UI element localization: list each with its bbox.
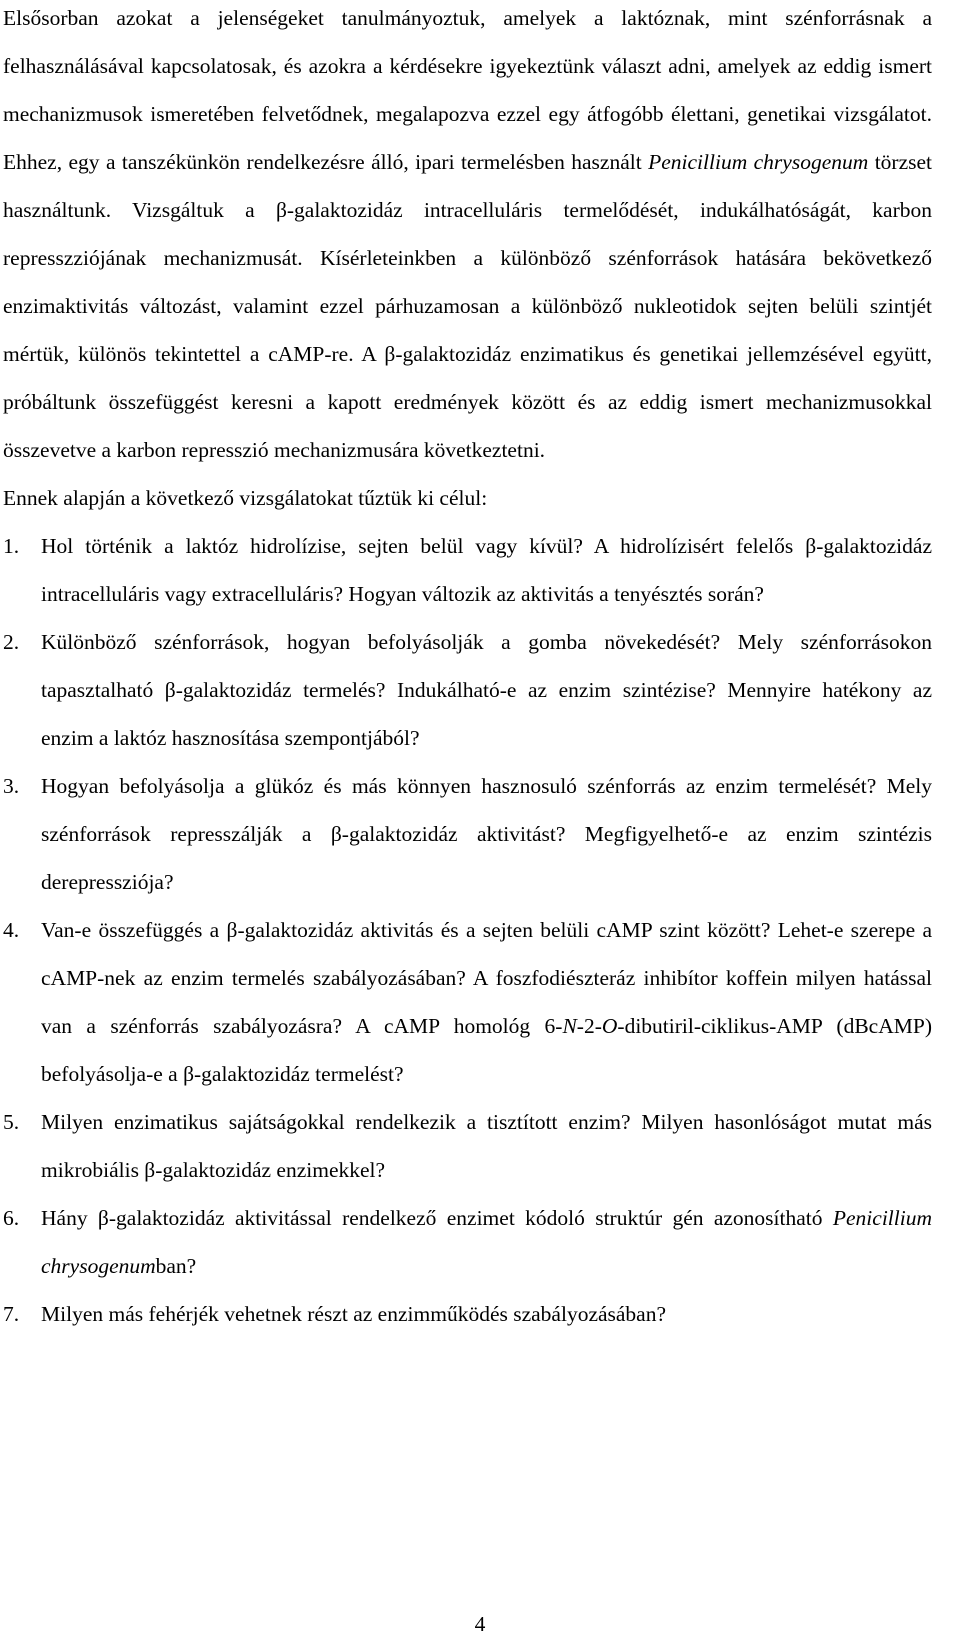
list-item-text: Különböző szénforrások, hogyan befolyásolják a gomba növekedését? Mely szénforrásokon tapasztalható β-galaktozidáz termelés? Indukálható-e az enzim szintézise? Mennyire hatékony az enzim a laktóz hasznosítása szempontjából? (41, 630, 932, 750)
list-item-text: Hogyan befolyásolja a glükóz és más könnyen hasznosuló szénforrás az enzim termelését? Mely szénforrások represszálják a β-galaktozidáz aktivitást? Megfigyelhető-e az enzim szintézis derepressziója? (41, 774, 932, 894)
list-item-text-part: -dibutiril-ciklikus-AMP (dBcAMP) befolyásolja-e a β-galaktozidáz termelést? (41, 1014, 932, 1086)
body-text (3, 0, 932, 1338)
list-item (3, 1098, 932, 1194)
intro-sentence-1: Elsősorban azokat a jelenségeket tanulmányoztuk, amelyek a laktóznak, mint szénforrásnak a felhasználásával kapcsolatosak, és azokra a kérdésekre igyekeztünk választ adni, amelyek az eddig ismert mechanizmusok ismeretében felvetődnek, megalapozva ezzel egy átfogóbb élettani, genetikai vizsgálatot. Ehhez, egy a tanszékünkön rendelkezésre álló, ipari termelésben használt (3, 6, 932, 174)
list-item-number: 5. (3, 1110, 20, 1134)
list-item (3, 1290, 932, 1338)
list-item-number: 4. (3, 918, 20, 942)
list-item-text-part: Van-e összefüggés a β-galaktozidáz aktivitás és a sejten belüli cAMP szint között? Lehet-e szerepe a cAMP-nek az enzim termelés szabályozásában? A foszfodiészteráz inhibítor koffein milyen hatással van a szénforrás szabályozásra? A cAMP homológ 6- (41, 918, 932, 1038)
list-item (3, 522, 932, 618)
list-item (3, 618, 932, 762)
list-item-number: 7. (3, 1302, 20, 1326)
species-name: Penicillium chrysogenum (41, 1206, 932, 1278)
list-item-text (41, 1206, 932, 1278)
list-item (3, 1194, 932, 1290)
list-item-number: 1. (3, 534, 20, 558)
list-item-text-part: ban? (155, 1254, 197, 1278)
intro-paragraph (3, 0, 932, 474)
page-number: 4 (474, 1612, 486, 1636)
list-item-text-part: -2- (576, 1014, 602, 1038)
intro-sentence-2: törzset használtunk. Vizsgáltuk a β-galaktozidáz intracelluláris termelődését, indukálhatóságát, karbon represszziójának mechanizmusát. Kísérleteinkben a különböző szénforrások hatására bekövetkező enzimaktivitás változást, valamint ezzel párhuzamosan a különböző nukleotidok sejten belüli szintjét mértük, különös tekintettel a cAMP-re. A β-galaktozidáz enzimatikus és genetikai jellemzésével együtt, próbáltunk összefüggést keresni a kapott eredmények között és az eddig ismert mechanizmusokkal összevetve a karbon represszió mechanizmusára következtetni. (3, 150, 933, 462)
list-item (3, 906, 932, 1098)
italic-n: N (562, 1014, 577, 1038)
list-item-text (41, 918, 932, 1086)
list-item-text: Milyen enzimatikus sajátságokkal rendelkezik a tisztított enzim? Milyen hasonlóságot mutat más mikrobiális β-galaktozidáz enzimekkel? (41, 1110, 932, 1182)
species-name: Penicillium chrysogenum (648, 150, 869, 174)
list-item (3, 762, 932, 906)
list-item-text: Milyen más fehérjék vehetnek részt az enzimműködés szabályozásában? (41, 1302, 667, 1326)
list-item-number: 6. (3, 1206, 20, 1230)
list-item-text: Hol történik a laktóz hidrolízise, sejten belül vagy kívül? A hidrolízisért felelős β-galaktozidáz intracelluláris vagy extracelluláris? Hogyan változik az aktivitás a tenyésztés során? (41, 534, 932, 606)
list-item-text-part: Hány β-galaktozidáz aktivitással rendelkező enzimet kódoló struktúr gén azonosítható (41, 1206, 833, 1230)
lead-in-text: Ennek alapján a következő vizsgálatokat tűztük ki célul: (3, 486, 488, 510)
list-item-number: 2. (3, 630, 20, 654)
question-list (3, 522, 932, 1338)
list-item-number: 3. (3, 774, 20, 798)
italic-o: O (601, 1014, 618, 1038)
